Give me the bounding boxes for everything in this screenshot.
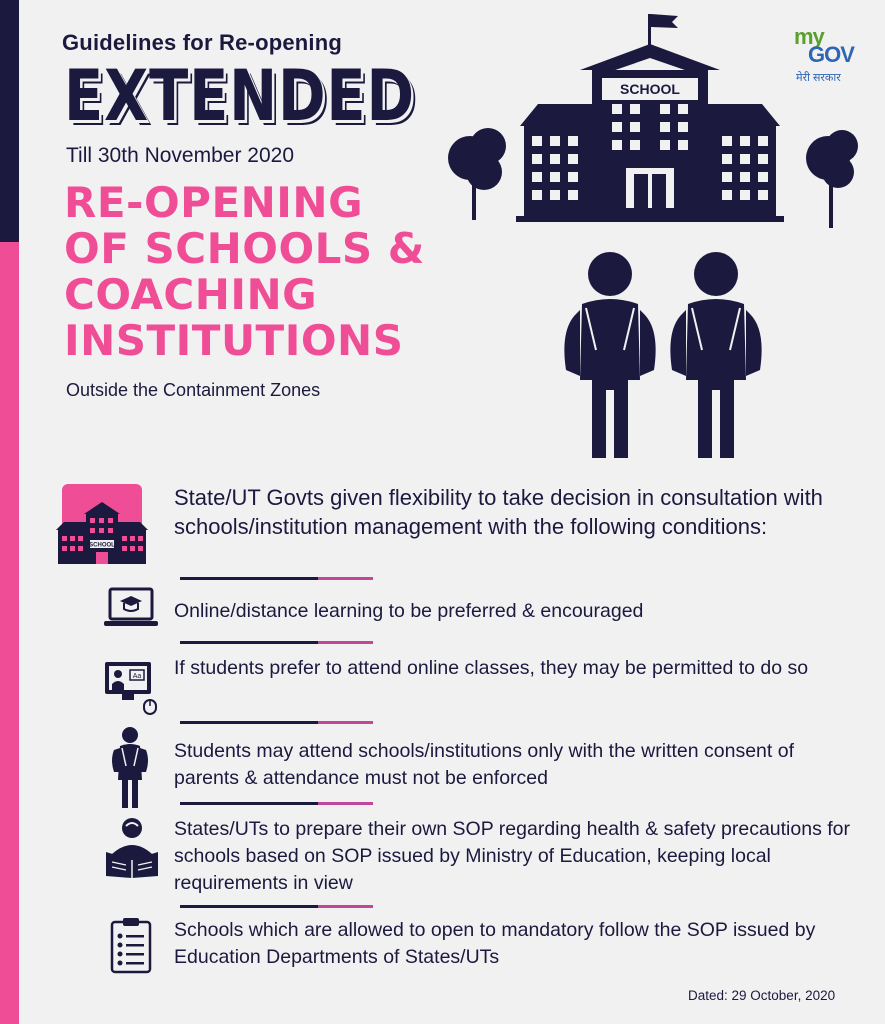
headline-line: COACHING xyxy=(64,270,318,319)
online-class-icon xyxy=(104,660,160,716)
reader-icon xyxy=(104,816,160,878)
containment-subtitle: Outside the Containment Zones xyxy=(66,380,321,400)
item-text: States/UTs to prepare their own SOP regarding health & safety precautions for schools based on SOP issued by Ministry of Education, keeping local requirements in view xyxy=(174,818,851,894)
svg-text:Aa: Aa xyxy=(132,673,142,680)
headline xyxy=(64,180,484,364)
divider xyxy=(180,577,373,580)
small-school-icon xyxy=(56,484,148,570)
intro-text: State/UT Govts given flexibility to take decision in consultation with schools/institution management with the following conditions: xyxy=(174,485,823,539)
divider xyxy=(180,905,373,908)
divider xyxy=(180,641,373,644)
online-learning-icon xyxy=(104,587,158,631)
item-text: Students may attend schools/institutions only with the written consent of parents & attendance must not be enforced xyxy=(174,740,795,789)
school-building-icon xyxy=(440,8,860,230)
headline-line: INSTITUTIONS xyxy=(64,316,404,365)
dated-footer: Dated: 29 October, 2020 xyxy=(688,988,836,1003)
headline-line: OF SCHOOLS & xyxy=(64,224,425,273)
item-text: Online/distance learning to be preferred & encouraged xyxy=(174,600,644,622)
school-sign: SCHOOL xyxy=(620,81,680,97)
side-bar-navy xyxy=(0,0,19,242)
small-school-sign: SCHOOL xyxy=(89,542,115,549)
logo-gov: GOV xyxy=(808,42,854,67)
divider xyxy=(180,721,373,724)
divider xyxy=(180,802,373,805)
till-date: Till 30th November 2020 xyxy=(66,144,295,167)
students-icon xyxy=(556,250,776,462)
headline-line: RE-OPENING xyxy=(64,178,364,227)
guidelines-heading: Guidelines for Re-opening xyxy=(62,30,343,55)
logo-tagline: मेरी सरकार xyxy=(796,72,841,84)
item-text: Schools which are allowed to open to mandatory follow the SOP issued by Education Departments of States/UTs xyxy=(174,919,816,968)
item-text: If students prefer to attend online classes, they may be permitted to do so xyxy=(174,657,809,679)
logo-my: my xyxy=(794,24,824,49)
side-bar-pink xyxy=(0,242,19,1024)
clipboard-icon xyxy=(110,918,152,974)
extended-title: EXTENDED xyxy=(64,55,415,137)
student-icon xyxy=(110,726,150,808)
